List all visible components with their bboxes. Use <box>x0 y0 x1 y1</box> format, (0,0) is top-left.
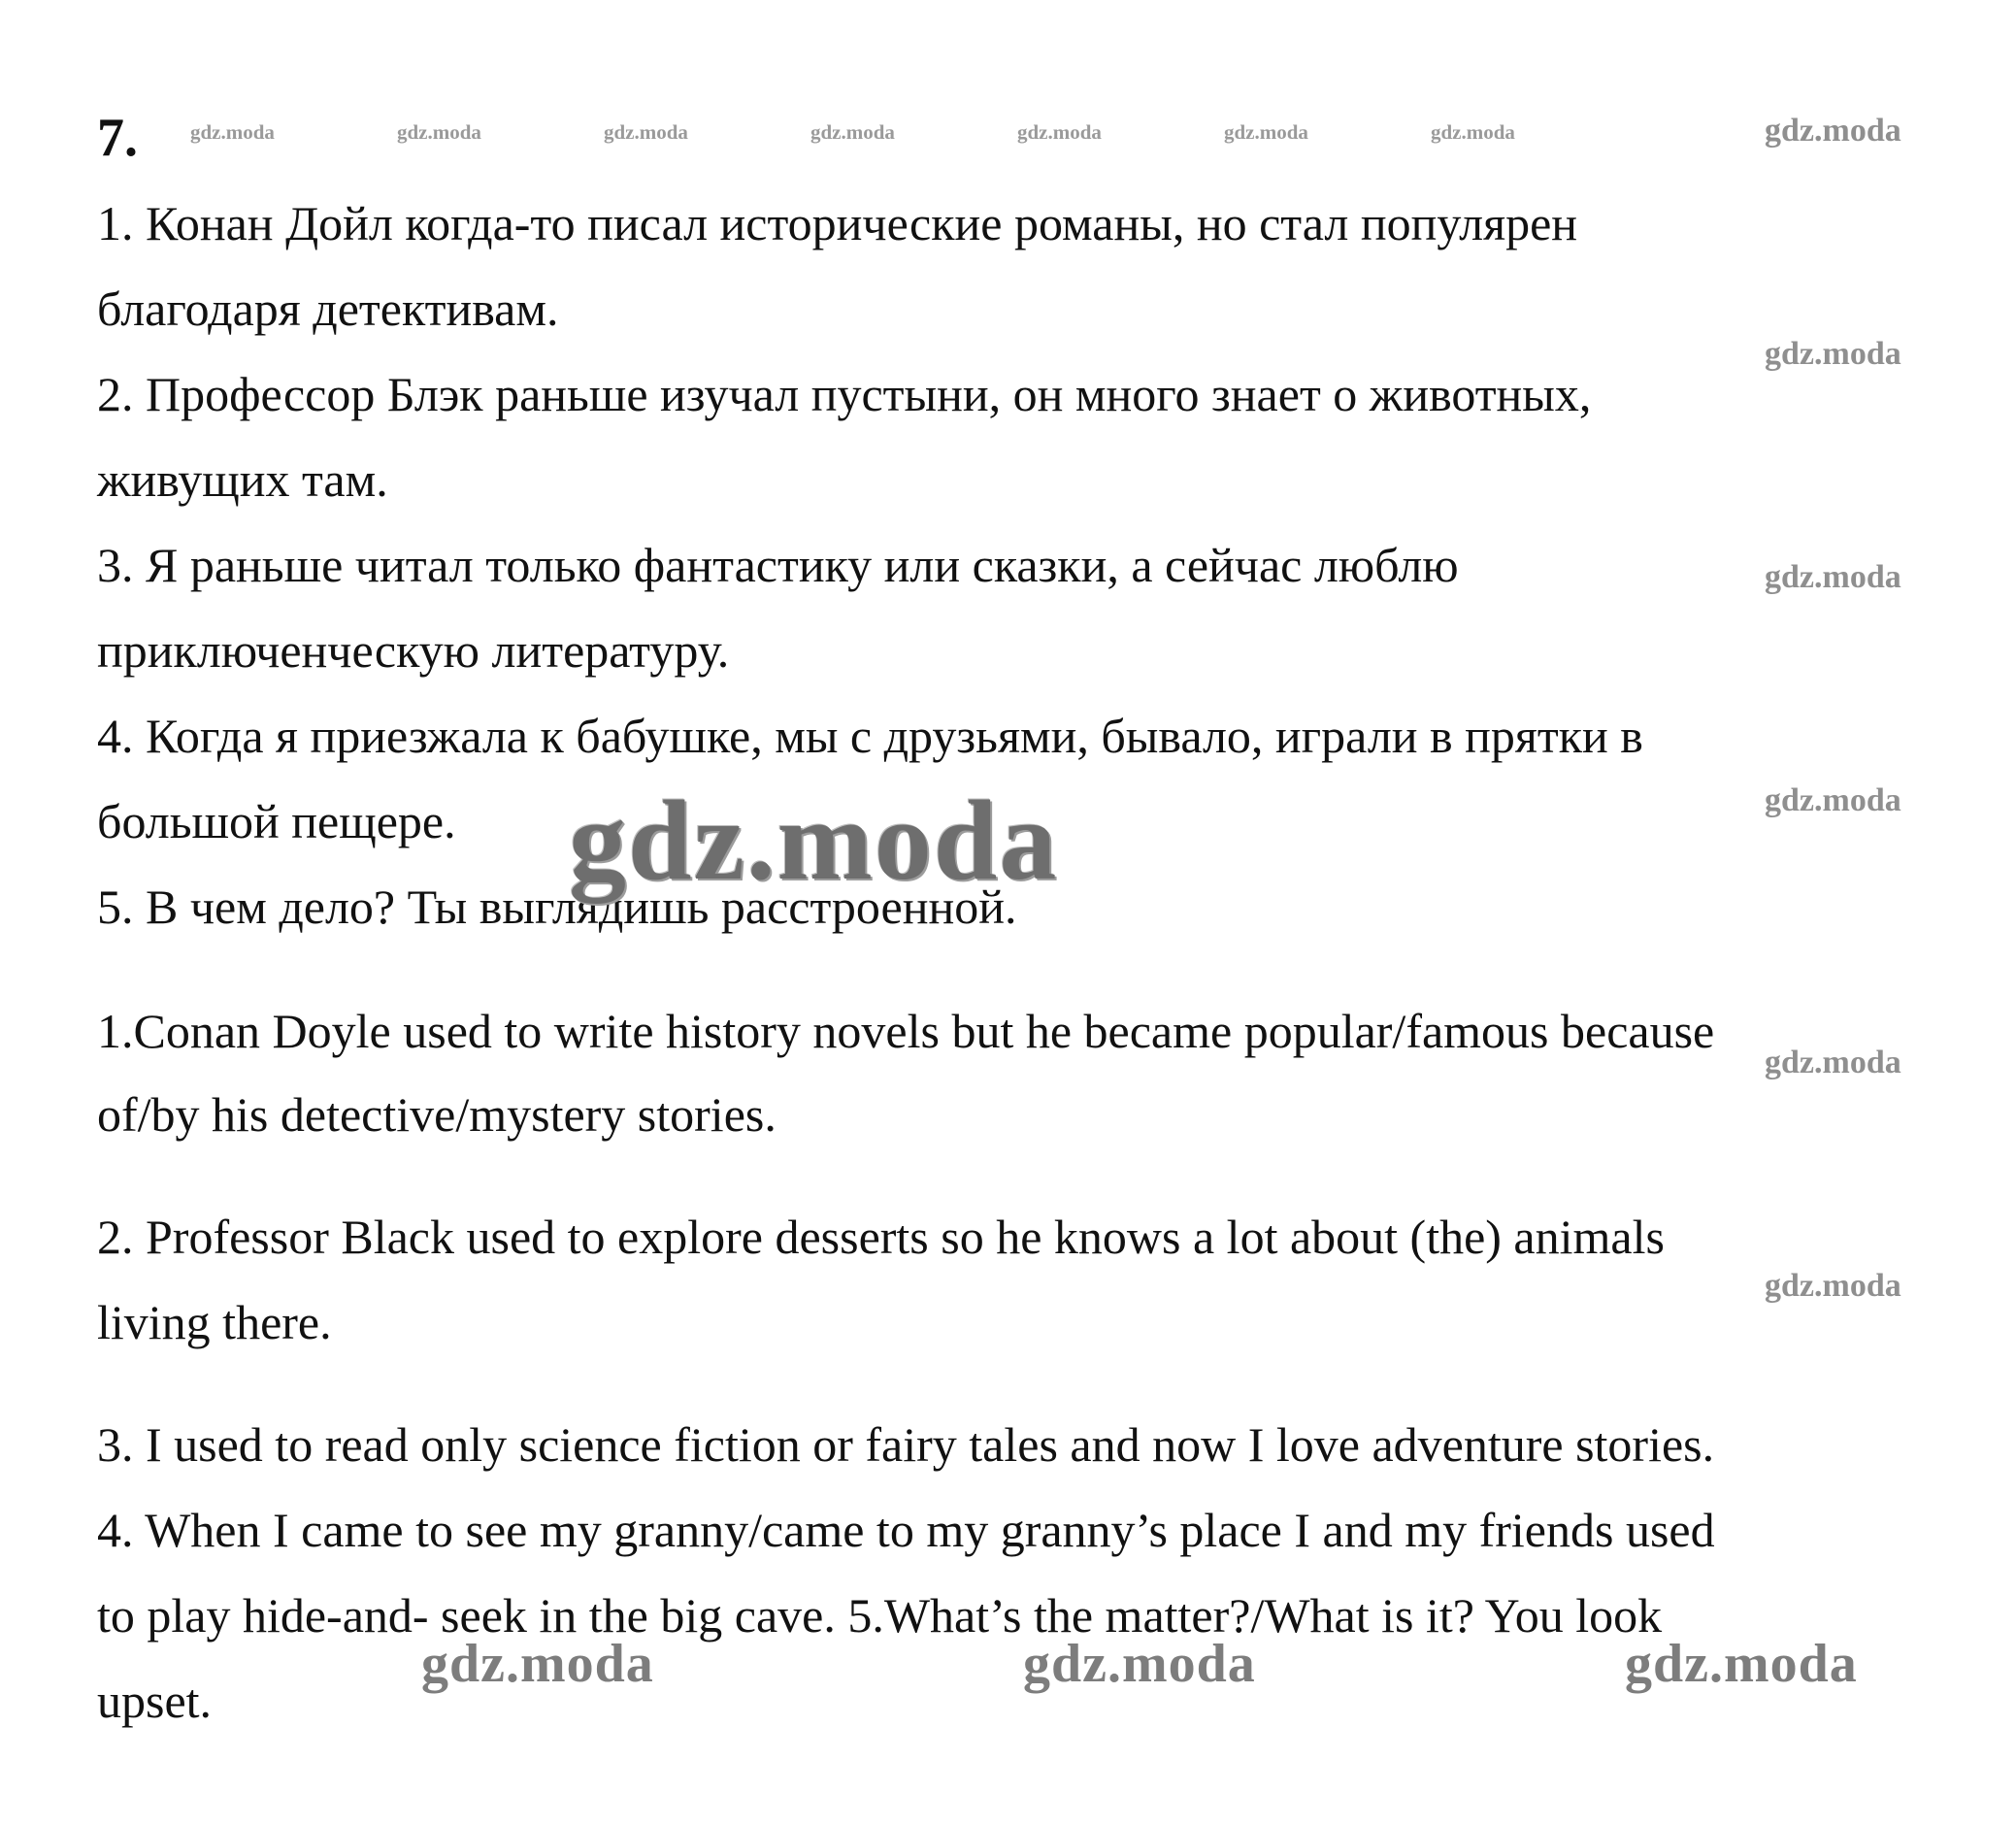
watermark: gdz.moda <box>569 777 1059 904</box>
watermark: gdz.moda <box>604 120 688 144</box>
watermark: gdz.moda <box>1765 1268 1901 1304</box>
english-line-2: of/by his detective/mystery stories. <box>97 1087 777 1142</box>
english-line-7: to play hide-and- seek in the big cave. 5.What’s the matter?/What is it? You look <box>97 1588 1663 1643</box>
russian-line-5: 3. Я раньше читал только фантастику или сказки, а сейчас люблю <box>97 538 1459 592</box>
russian-line-9: 5. В чем дело? Ты выглядишь расстроенной. <box>97 880 1017 934</box>
english-line-1: 1.Conan Doyle used to write history novels but he became popular/famous because <box>97 1004 1715 1058</box>
russian-line-8: большой пещере. <box>97 794 456 848</box>
english-line-3: 2. Professor Black used to explore desserts so he knows a lot about (the) animals <box>97 1210 1665 1264</box>
watermark: gdz.moda <box>1765 336 1901 372</box>
english-line-5: 3. I used to read only science fiction or fairy tales and now I love adventure stories. <box>97 1417 1715 1472</box>
watermark: gdz.moda <box>1017 120 1102 144</box>
russian-line-4: живущих там. <box>97 452 388 507</box>
russian-line-7: 4. Когда я приезжала к бабушке, мы с друзьями, бывало, играли в прятки в <box>97 709 1643 763</box>
english-line-4: living there. <box>97 1295 332 1349</box>
russian-line-2: благодаря детективам. <box>97 282 559 336</box>
exercise-number: 7. <box>97 108 138 168</box>
russian-line-6: приключенческую литературу. <box>97 623 730 678</box>
russian-line-3: 2. Профессор Блэк раньше изучал пустыни, он много знает о животных, <box>97 367 1592 421</box>
watermark: gdz.moda <box>190 120 275 144</box>
watermark: gdz.moda <box>1765 559 1901 595</box>
russian-line-1: 1. Конан Дойл когда-то писал исторические романы, но стал популярен <box>97 196 1578 250</box>
watermark: gdz.moda <box>1765 782 1901 818</box>
watermark: gdz.moda <box>1765 113 1901 149</box>
watermark: gdz.moda <box>1765 1045 1901 1080</box>
watermark: gdz.moda <box>1625 1634 1858 1694</box>
watermark: gdz.moda <box>1431 120 1515 144</box>
watermark: gdz.moda <box>1023 1634 1256 1694</box>
english-line-8: upset. <box>97 1674 213 1728</box>
watermark: gdz.moda <box>810 120 895 144</box>
watermark: gdz.moda <box>421 1634 654 1694</box>
watermark: gdz.moda <box>397 120 481 144</box>
english-line-6: 4. When I came to see my granny/came to my granny’s place I and my friends used <box>97 1503 1715 1557</box>
watermark: gdz.moda <box>1224 120 1308 144</box>
